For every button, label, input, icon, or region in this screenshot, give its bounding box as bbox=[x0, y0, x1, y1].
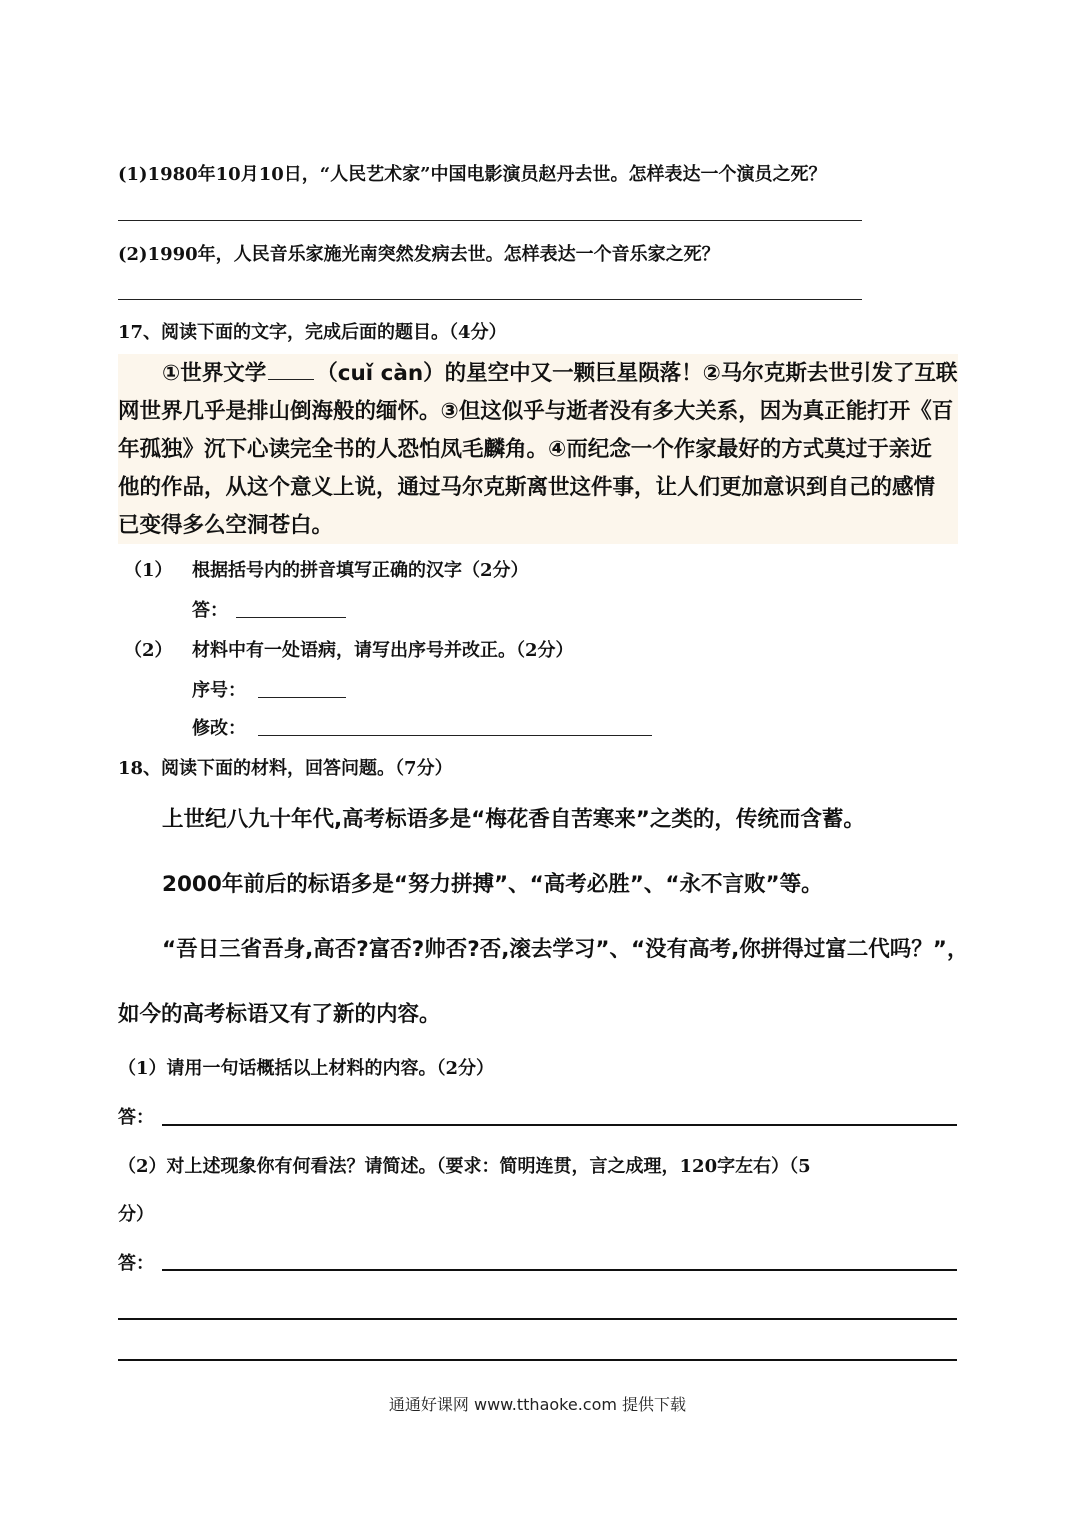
q17-fill-blank bbox=[268, 379, 314, 380]
q18-sub2-answer-label: 答： bbox=[118, 1253, 154, 1274]
q17-passage-line-5: 已变得多么空洞苍白。 bbox=[118, 513, 334, 538]
q17-sub1-number: （1） bbox=[124, 560, 173, 581]
q17-passage-line-1 bbox=[162, 356, 957, 387]
q16-answer-line-2 bbox=[118, 299, 862, 300]
q18-title: 18、阅读下面的材料，回答问题。（7分） bbox=[118, 758, 453, 779]
q17-sub1-answer-line bbox=[236, 617, 346, 618]
q18-material-4: 如今的高考标语又有了新的内容。 bbox=[118, 1002, 441, 1027]
q18-sub2-line-1: （2）对上述现象你有何看法？请简述。（要求：简明连贯，言之成理，120字左右）（5 bbox=[118, 1156, 811, 1177]
q17-sub2-number: （2） bbox=[124, 640, 173, 661]
q18-material-3: “吾日三省吾身,高否?富否?帅否?否,滚去学习”、“没有高考,你拼得过富二代吗？”， bbox=[162, 937, 969, 962]
page-footer: 通通好课网 www.tthaoke.com 提供下载 bbox=[388, 1395, 687, 1414]
q17-sub2-text: 材料中有一处语病，请写出序号并改正。（2分） bbox=[192, 640, 574, 661]
q17-sub2-seq-line bbox=[258, 697, 346, 698]
q17-sub2-fix-label: 修改： bbox=[192, 718, 246, 739]
q17-passage-line-1a: ①世界文学 bbox=[162, 361, 267, 386]
q18-material-2: 2000年前后的标语多是“努力拼搏”、“高考必胜”、“永不言败”等。 bbox=[162, 872, 823, 897]
q17-passage-line-4: 他的作品，从这个意义上说，通过马尔克斯离世这件事，让人们更加意识到自己的感情 bbox=[118, 475, 936, 500]
q18-sub1-answer-line bbox=[162, 1124, 957, 1126]
q18-sub1: （1）请用一句话概括以上材料的内容。（2分） bbox=[118, 1058, 495, 1079]
q17-sub2-seq-label: 序号： bbox=[192, 680, 246, 701]
q17-passage-line-2: 网世界几乎是排山倒海般的缅怀。③但这似乎与逝者没有多大关系，因为真正能打开《百 bbox=[118, 399, 954, 424]
q17-sub2-fix-line bbox=[258, 735, 652, 736]
q17-sub1-text: 根据括号内的拼音填写正确的汉字（2分） bbox=[192, 560, 529, 581]
q16-item-1: (1)1980年10月10日，“人民艺术家”中国电影演员赵丹去世。怎样表达一个演员之死？ bbox=[118, 164, 827, 185]
q16-item-2: (2)1990年，人民音乐家施光南突然发病去世。怎样表达一个音乐家之死？ bbox=[118, 244, 720, 265]
q18-sub1-answer-label: 答： bbox=[118, 1107, 154, 1128]
q18-sub2-line-2: 分） bbox=[118, 1204, 154, 1225]
q16-answer-line-1 bbox=[118, 220, 862, 221]
q17-sub1-answer-label: 答： bbox=[192, 600, 228, 621]
q18-sub2-answer-line-1 bbox=[162, 1269, 957, 1271]
q18-sub2-answer-line-3 bbox=[118, 1359, 957, 1361]
q18-sub2-answer-line-2 bbox=[118, 1318, 957, 1320]
q17-passage-line-1b: （cuǐ càn）的星空中又一颗巨星陨落！②马尔克斯去世引发了互联 bbox=[316, 361, 958, 386]
q18-material-1: 上世纪八九十年代,高考标语多是“梅花香自苦寒来”之类的，传统而含蓄。 bbox=[162, 807, 865, 832]
q17-passage-line-3: 年孤独》沉下心读完全书的人恐怕凤毛麟角。④而纪念一个作家最好的方式莫过于亲近 bbox=[118, 437, 932, 462]
q17-title: 17、阅读下面的文字，完成后面的题目。（4分） bbox=[118, 322, 507, 343]
